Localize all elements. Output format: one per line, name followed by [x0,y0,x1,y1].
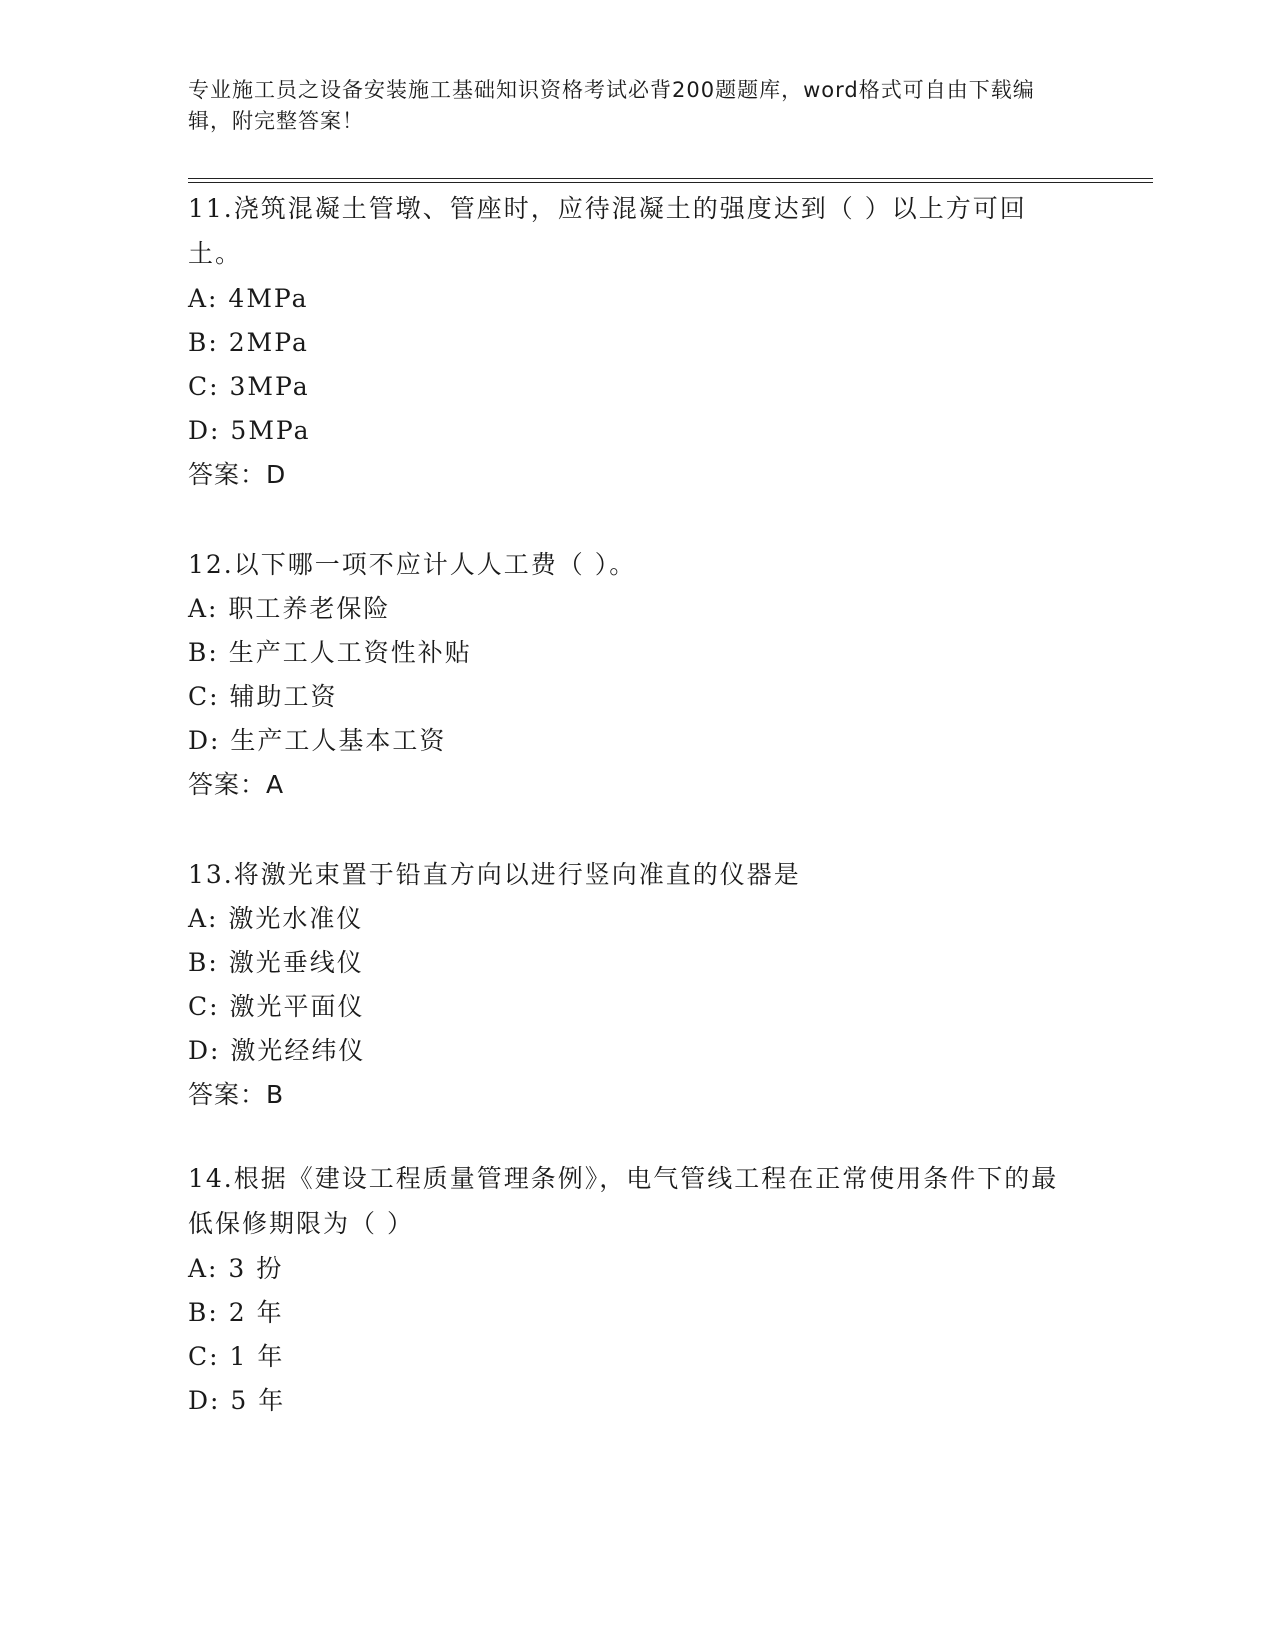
question-11-answer: 答案：D [188,460,287,489]
question-14-option-c: C: 1 年 [188,1342,285,1371]
question-12-option-d: D: 生产工人基本工资 [188,726,447,755]
question-11-option-b: B: 2MPa [188,328,309,357]
question-13-text: 13.将激光束置于铅直方向以进行竖向准直的仪器是 [188,860,801,889]
question-11-option-a: A: 4MPa [188,284,309,313]
question-13-option-a: A: 激光水准仪 [188,904,364,933]
question-13-option-b: B: 激光垂线仪 [188,948,364,977]
question-12-option-c: C: 辅助工资 [188,682,338,711]
question-11-option-c: C: 3MPa [188,372,310,401]
question-13-answer: 答案：B [188,1080,285,1109]
question-14-option-a: A: 3 扮 [188,1254,284,1283]
question-13-option-d: D: 激光经纬仪 [188,1036,366,1065]
question-11-option-d: D: 5MPa [188,416,311,445]
question-14-text: 14.根据《建设工程质量管理条例》，电气管线工程在正常使用条件下的最低保修期限为（ ） [188,1164,1059,1238]
question-13-option-c: C: 激光平面仪 [188,992,365,1021]
question-14-option-b: B: 2 年 [188,1298,284,1327]
question-14-option-d: D: 5 年 [188,1386,286,1415]
question-12-option-b: B: 生产工人工资性补贴 [188,638,472,667]
question-12-answer: 答案：A [188,770,285,799]
question-11-text: 11.浇筑混凝土管墩、管座时，应待混凝土的强度达到（ ）以上方可回土。 [188,194,1027,268]
document-header: 专业施工员之设备安装施工基础知识资格考试必背200题题库，word格式可自由下载编辑，附完整答案！ [188,78,1035,133]
header-divider-top [188,178,1153,179]
header-divider-bottom [188,182,1153,183]
question-12-option-a: A: 职工养老保险 [188,594,391,623]
question-12-text: 12.以下哪一项不应计人人工费（ ）。 [188,550,637,579]
